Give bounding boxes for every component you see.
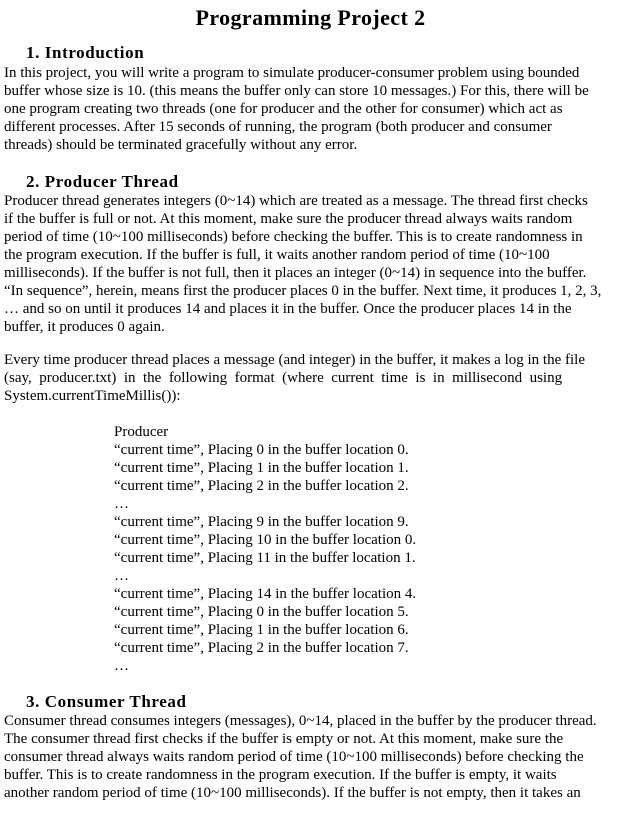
paragraph-line: “In sequence”, herein, means first the producer places 0 in the buffer. Next time, it produces 1, 2, 3, — [4, 283, 602, 299]
log-line: “current time”, Placing 9 in the buffer location 9. — [114, 514, 409, 530]
paragraph-line: milliseconds). If the buffer is not full, then it places an integer (0~14) in sequence into the buffer. — [4, 265, 587, 281]
log-line: “current time”, Placing 0 in the buffer location 5. — [114, 604, 409, 620]
section-heading-introduction: 1. Introduction — [26, 43, 145, 62]
paragraph-line: threads) should be terminated gracefully without any error. — [4, 137, 358, 153]
log-line: “current time”, Placing 2 in the buffer location 2. — [114, 478, 409, 494]
paragraph-line: Producer thread generates integers (0~14) which are treated as a message. The thread first checks — [4, 193, 588, 209]
paragraph-line: System.currentTimeMillis()): — [4, 388, 181, 404]
paragraph-line: In this project, you will write a program to simulate producer-consumer problem using bounded — [4, 65, 580, 81]
producer-log-example — [114, 423, 416, 675]
producer-paragraph — [4, 192, 609, 336]
paragraph-line: buffer, it produces 0 again. — [4, 319, 165, 335]
log-line: Producer — [114, 424, 169, 440]
section-heading-consumer-thread: 3. Consumer Thread — [26, 692, 187, 711]
log-line: “current time”, Placing 2 in the buffer location 7. — [114, 640, 409, 656]
paragraph-line: consumer thread always waits random period of time (10~100 milliseconds) before checking the — [4, 749, 584, 765]
log-line: … — [114, 496, 129, 512]
log-line: “current time”, Placing 11 in the buffer location 1. — [114, 550, 416, 566]
section-heading-producer-thread: 2. Producer Thread — [26, 172, 179, 191]
paragraph-line: if the buffer is full or not. At this moment, make sure the producer thread always waits random — [4, 211, 573, 227]
paragraph-line: … and so on until it produces 14 and places it in the buffer. Once the producer places 14 in the — [4, 301, 572, 317]
log-line: “current time”, Placing 14 in the buffer location 4. — [114, 586, 417, 602]
log-line: “current time”, Placing 10 in the buffer location 0. — [114, 532, 417, 548]
log-line: “current time”, Placing 1 in the buffer location 1. — [114, 460, 409, 476]
paragraph-line: buffer whose size is 10. (this means the buffer only can store 10 messages.) For this, there will be — [4, 83, 589, 99]
paragraph-line: (say, producer.txt) in the following format (where current time is in millisecond using — [4, 370, 563, 386]
paragraph-line: one program creating two threads (one for producer and the other for consumer) which act as — [4, 101, 563, 117]
page-title: Programming Project 2 — [195, 5, 426, 30]
paragraph-line: Consumer thread consumes integers (messages), 0~14, placed in the buffer by the producer thread. — [4, 713, 597, 729]
paragraph-line: different processes. After 15 seconds of running, the program (both producer and consumer — [4, 119, 552, 135]
paragraph-line: Every time producer thread places a message (and integer) in the buffer, it makes a log in the file — [4, 352, 585, 368]
producer-log-paragraph — [4, 351, 609, 405]
paragraph-line: buffer. This is to create randomness in the program execution. If the buffer is empty, it waits — [4, 767, 557, 783]
paragraph-line: the program execution. If the buffer is full, it waits another random period of time (10~100 — [4, 247, 550, 263]
log-line: “current time”, Placing 1 in the buffer location 6. — [114, 622, 409, 638]
log-line: “current time”, Placing 0 in the buffer location 0. — [114, 442, 409, 458]
log-line: … — [114, 658, 129, 674]
paragraph-line: period of time (10~100 milliseconds) before checking the buffer. This is to create randomness in — [4, 229, 583, 245]
consumer-paragraph — [4, 712, 609, 802]
paragraph-line: another random period of time (10~100 milliseconds). If the buffer is not empty, then it takes an — [4, 785, 581, 801]
log-line: … — [114, 568, 129, 584]
paragraph-line: The consumer thread first checks if the buffer is empty or not. At this moment, make sure the — [4, 731, 564, 747]
introduction-paragraph — [4, 64, 609, 154]
